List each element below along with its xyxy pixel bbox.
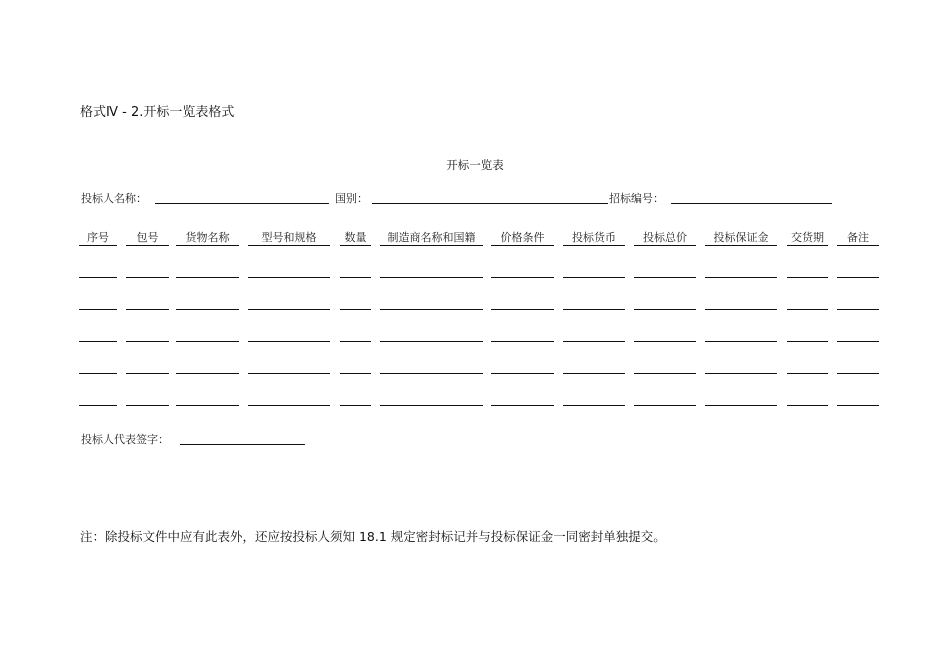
blank-cell-line — [176, 373, 239, 374]
blank-cell-line — [634, 341, 696, 342]
blank-cell-line — [176, 341, 239, 342]
column-header: 投标总价 — [643, 231, 687, 244]
blank-cell-line — [380, 373, 483, 374]
blank-cell-line — [340, 405, 371, 406]
blank-cell-line — [248, 277, 330, 278]
signature-label: 投标人代表签字： — [81, 433, 169, 446]
column-header: 投标保证金 — [713, 231, 769, 244]
column-header-underline — [837, 245, 879, 246]
column-header-underline — [787, 245, 828, 246]
blank-cell-line — [380, 405, 483, 406]
blank-cell-line — [126, 405, 169, 406]
column-header-underline — [634, 245, 696, 246]
column-header-underline — [491, 245, 554, 246]
blank-cell-line — [79, 373, 117, 374]
blank-cell-line — [176, 405, 239, 406]
blank-cell-line — [491, 277, 554, 278]
blank-cell-line — [491, 373, 554, 374]
blank-cell-line — [79, 277, 117, 278]
blank-cell-line — [634, 405, 696, 406]
blank-cell-line — [563, 277, 625, 278]
blank-cell-line — [563, 405, 625, 406]
blank-cell-line — [563, 309, 625, 310]
column-header-underline — [340, 245, 371, 246]
blank-cell-line — [248, 341, 330, 342]
blank-cell-line — [563, 341, 625, 342]
blank-cell-line — [705, 405, 777, 406]
column-header: 货物名称 — [185, 231, 230, 244]
column-header-underline — [126, 245, 169, 246]
column-header: 序号 — [87, 231, 109, 244]
blank-cell-line — [491, 341, 554, 342]
blank-cell-line — [705, 277, 777, 278]
blank-cell-line — [126, 373, 169, 374]
blank-cell-line — [705, 309, 777, 310]
blank-cell-line — [837, 277, 879, 278]
blank-cell-line — [563, 373, 625, 374]
column-header-underline — [79, 245, 117, 246]
column-header: 数量 — [344, 231, 367, 244]
column-header-underline — [176, 245, 239, 246]
country-label: 国别： — [335, 192, 368, 205]
blank-cell-line — [705, 373, 777, 374]
tender-number-label: 招标编号： — [609, 192, 664, 205]
blank-cell-line — [340, 341, 371, 342]
footnote: 注：除投标文件中应有此表外，还应按投标人须知 18.1 规定密封标记并与投标保证金一同密封单独提交。 — [80, 529, 666, 544]
blank-cell-line — [787, 405, 828, 406]
blank-cell-line — [787, 309, 828, 310]
blank-cell-line — [837, 373, 879, 374]
blank-cell-line — [126, 309, 169, 310]
blank-cell-line — [837, 341, 879, 342]
column-header: 交货期 — [791, 231, 824, 244]
bidder-name-blank — [155, 203, 329, 204]
blank-cell-line — [340, 277, 371, 278]
column-header-underline — [705, 245, 777, 246]
blank-cell-line — [340, 373, 371, 374]
blank-cell-line — [126, 341, 169, 342]
blank-cell-line — [491, 309, 554, 310]
blank-cell-line — [837, 309, 879, 310]
column-header: 型号和规格 — [261, 231, 317, 244]
blank-cell-line — [248, 373, 330, 374]
blank-cell-line — [634, 277, 696, 278]
blank-cell-line — [340, 309, 371, 310]
bidder-name-label: 投标人名称： — [81, 192, 147, 205]
blank-cell-line — [705, 341, 777, 342]
blank-cell-line — [837, 405, 879, 406]
blank-cell-line — [79, 405, 117, 406]
blank-cell-line — [79, 341, 117, 342]
table-title: 开标一览表 — [446, 158, 504, 172]
blank-cell-line — [126, 277, 169, 278]
blank-cell-line — [491, 405, 554, 406]
column-header: 制造商名称和国籍 — [387, 231, 476, 244]
blank-cell-line — [380, 309, 483, 310]
blank-cell-line — [787, 341, 828, 342]
column-header-underline — [380, 245, 483, 246]
blank-cell-line — [248, 309, 330, 310]
blank-cell-line — [380, 341, 483, 342]
country-blank — [372, 203, 608, 204]
tender-number-blank — [671, 203, 832, 204]
blank-cell-line — [634, 309, 696, 310]
blank-cell-line — [787, 373, 828, 374]
blank-cell-line — [79, 309, 117, 310]
column-header: 备注 — [847, 231, 869, 244]
column-header-underline — [563, 245, 625, 246]
signature-blank — [180, 444, 305, 445]
column-header: 包号 — [136, 231, 159, 244]
blank-cell-line — [176, 277, 239, 278]
blank-cell-line — [787, 277, 828, 278]
blank-cell-line — [634, 373, 696, 374]
blank-cell-line — [380, 277, 483, 278]
column-header-underline — [248, 245, 330, 246]
blank-cell-line — [176, 309, 239, 310]
column-header: 价格条件 — [500, 231, 545, 244]
form-heading: 格式Ⅳ - 2.开标一览表格式 — [80, 105, 235, 120]
blank-cell-line — [248, 405, 330, 406]
column-header: 投标货币 — [572, 231, 616, 244]
